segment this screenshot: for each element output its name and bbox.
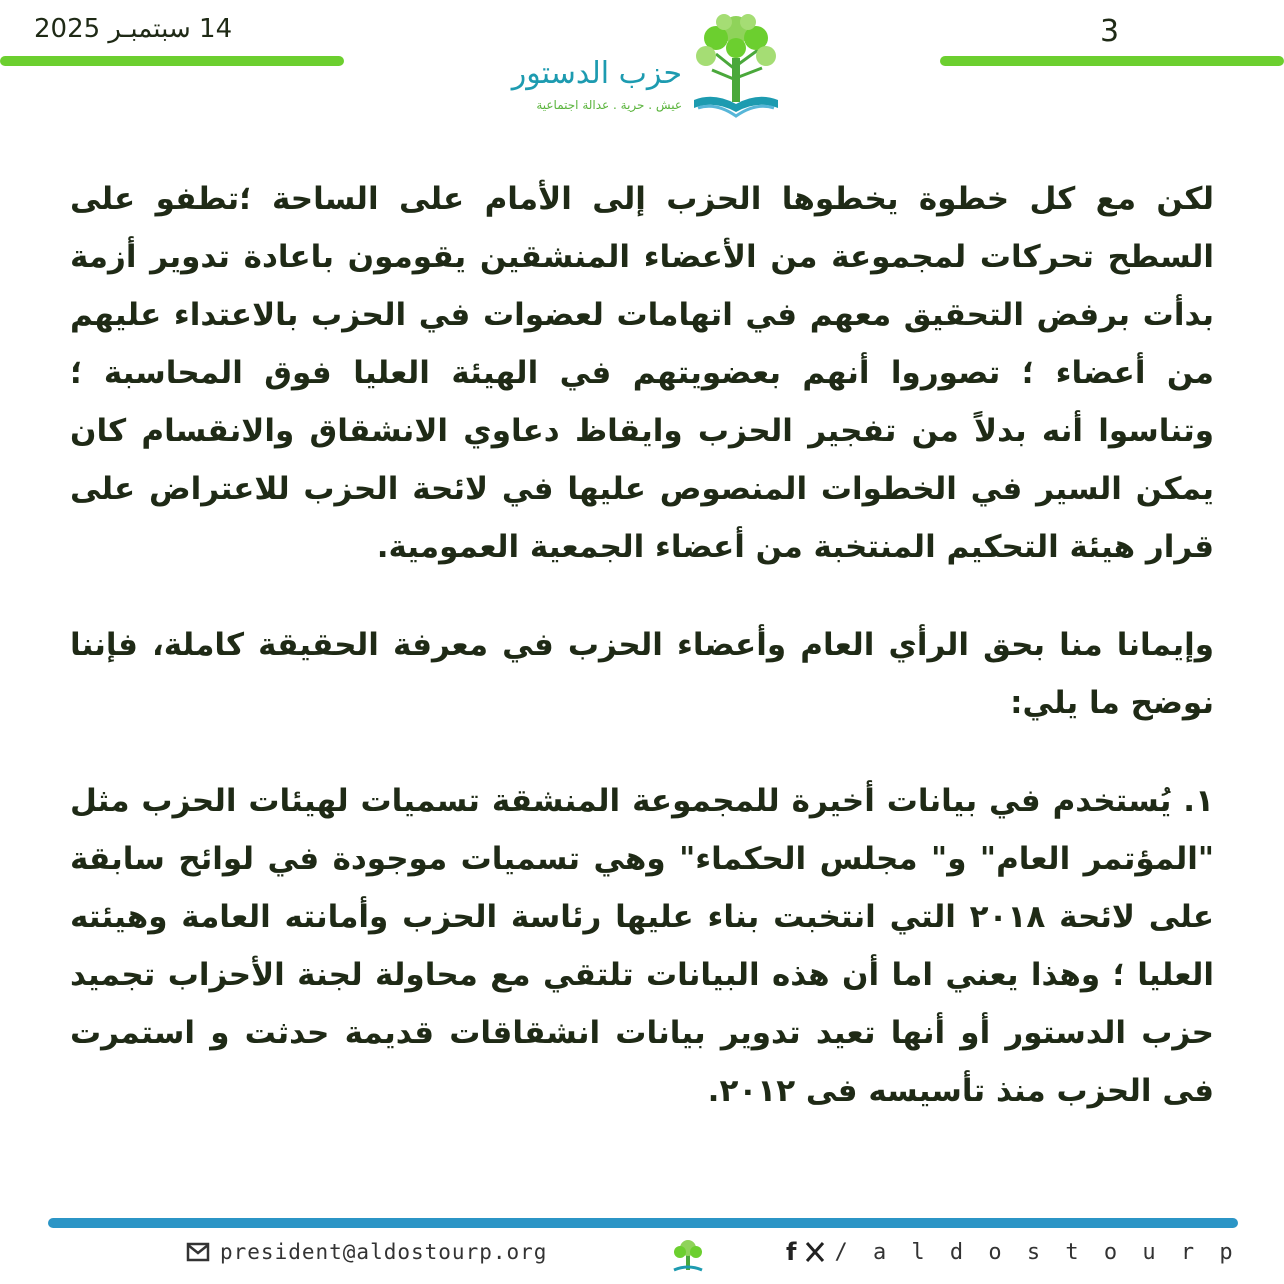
email-contact[interactable] bbox=[186, 1240, 547, 1264]
footer bbox=[0, 1236, 1284, 1276]
footer-rule bbox=[48, 1218, 1238, 1228]
paragraph: لكن مع كل خطوة يخطوها الحزب إلى الأمام على الساحة ؛تطفو على السطح تحركات لمجموعة من الأعضاء المنشقين يقومون باعادة تدوير أزمة بدأت برفض التحقيق معهم في اتهامات لعضوات في الحزب بالاعتداء عليهم من أعضاء ؛ تصوروا أنهم بعضويتهم في الهيئة العليا فوق المحاسبة ؛ وتناسوا أنه بدلاً من تفجير الحزب وايقاظ دعاوي الانشقاق والانقسام كان يمكن السير في الخطوات المنصوص عليها في لائحة الحزب للاعتراض على قرار هيئة التحكيم المنتخبة من أعضاء الجمعية العمومية. bbox=[70, 181, 1214, 565]
paragraph: ١. يُستخدم في بيانات أخيرة للمجموعة المنشقة تسميات لهيئات الحزب مثل "المؤتمر العام" و" مجلس الحكماء" وهي تسميات موجودة في لوائح سابقة على لائحة ٢٠١٨ التي انتخبت بناء عليها رئاسة الحزب وأمانته العامة وهيئته العليا ؛ وهذا يعني اما أن هذه البيانات تلتقي مع محاولة لجنة الأحزاب تجميد حزب الدستور أو أنها تعيد تدوير بيانات انشقاقات قديمة حدثت و استمرت فى الحزب منذ تأسيسه فى ٢٠١٢. bbox=[70, 783, 1214, 1109]
page-number: 3 bbox=[1100, 14, 1120, 49]
party-logo bbox=[490, 8, 800, 122]
social-handle[interactable]: / a l d o s t o u r p bbox=[834, 1239, 1239, 1265]
paragraph: وإيمانا منا بحق الرأي العام وأعضاء الحزب في معرفة الحقيقة كاملة، فإننا نوضح ما يلي: bbox=[70, 627, 1214, 721]
date-label: 14 سبتمبـر 2025 bbox=[34, 14, 233, 44]
facebook-icon[interactable]: f bbox=[786, 1238, 797, 1266]
email-address[interactable]: president@aldostourp.org bbox=[220, 1240, 548, 1264]
small-tree-icon bbox=[668, 1236, 708, 1276]
x-icon[interactable] bbox=[804, 1241, 826, 1263]
social-links bbox=[786, 1238, 1239, 1266]
header-rule-left bbox=[0, 56, 344, 66]
logo-tagline: عيش . حرية . عدالة اجتماعية bbox=[536, 98, 682, 112]
header-rule-right bbox=[940, 56, 1284, 66]
logo-party-name: حزب الدستور bbox=[511, 56, 682, 91]
statement-body bbox=[70, 170, 1214, 1120]
tree-logo-icon bbox=[686, 8, 786, 120]
mail-icon bbox=[186, 1242, 210, 1262]
